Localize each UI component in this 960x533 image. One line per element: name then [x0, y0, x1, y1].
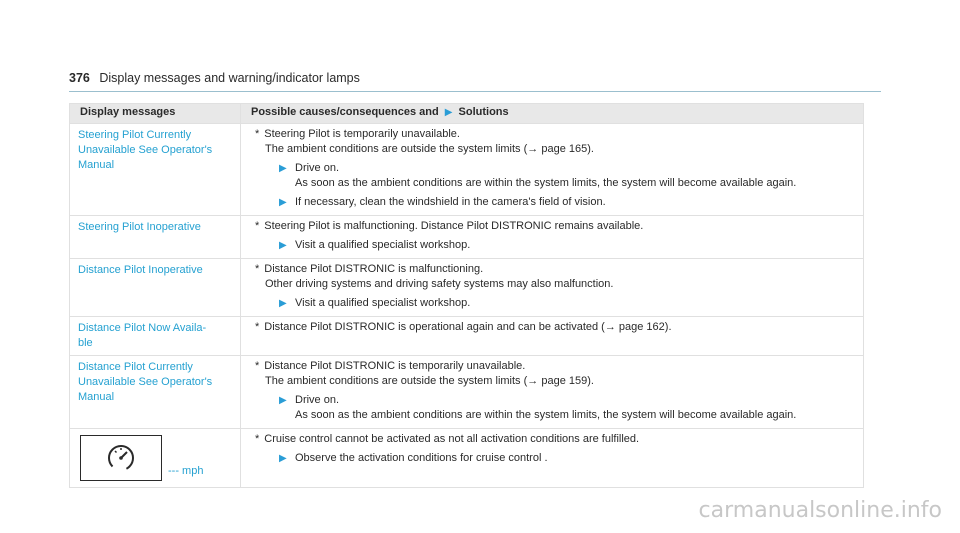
table-row	[70, 124, 864, 216]
cause-text: Distance Pilot DISTRONIC is temporarily unavailable.	[264, 360, 526, 372]
action-text: Drive on.	[295, 162, 340, 174]
cause-text: Distance Pilot DISTRONIC is operational again and can be activated (→ page 162).	[264, 321, 672, 333]
action-text: Drive on.	[295, 394, 340, 406]
message-text: Distance Pilot Now Availa- ble	[78, 322, 207, 349]
display-messages-table	[69, 103, 864, 488]
action-arrow-icon: ▶	[279, 298, 287, 309]
message-cell	[70, 317, 241, 356]
table-row	[70, 317, 864, 356]
message-cell	[70, 356, 241, 429]
col-header-display-messages: Display messages	[70, 104, 241, 124]
message-text: Distance Pilot Inoperative	[78, 264, 203, 276]
table-row	[70, 216, 864, 259]
action-detail-text: As soon as the ambient conditions are within the system limits, the system will become available again.	[295, 409, 797, 421]
bullet-icon: *	[255, 220, 260, 232]
table-row	[70, 259, 864, 317]
action-arrow-icon: ▶	[279, 453, 287, 464]
cause-text: Steering Pilot is malfunctioning. Distance Pilot DISTRONIC remains available.	[264, 220, 644, 232]
table-row	[70, 429, 864, 488]
description-cell	[241, 356, 864, 429]
message-text: Steering Pilot Inoperative	[78, 221, 201, 233]
bullet-icon: *	[255, 128, 260, 140]
action-arrow-icon: ▶	[279, 163, 287, 174]
message-cell	[70, 124, 241, 216]
action-item	[255, 296, 855, 311]
detail-text: The ambient conditions are outside the system limits (→ page 165).	[265, 143, 594, 155]
message-cell	[70, 259, 241, 317]
action-item	[255, 451, 855, 466]
message-cell	[70, 429, 241, 488]
speed-label: --- mph	[168, 465, 204, 477]
message-cell	[70, 216, 241, 259]
table-header-row	[70, 104, 864, 124]
bullet-icon: *	[255, 263, 260, 275]
description-cell	[241, 216, 864, 259]
bullet-icon: *	[255, 360, 260, 372]
message-text: Steering Pilot Currently Unavailable See Operator's Manual	[78, 129, 213, 171]
solutions-arrow-icon: ▶	[444, 107, 453, 118]
action-item	[255, 195, 855, 210]
description-cell	[241, 429, 864, 488]
bullet-icon: *	[255, 433, 260, 445]
page-section-title: Display messages and warning/indicator lamps	[99, 71, 360, 85]
action-arrow-icon: ▶	[279, 197, 287, 208]
action-detail-text: As soon as the ambient conditions are within the system limits, the system will become available again.	[295, 177, 797, 189]
watermark: carmanualsonline.info	[698, 498, 942, 523]
action-text: Observe the activation conditions for cruise control .	[295, 452, 548, 464]
action-text: Visit a qualified specialist workshop.	[295, 239, 471, 251]
action-arrow-icon: ▶	[279, 395, 287, 406]
detail-text: The ambient conditions are outside the system limits (→ page 159).	[265, 375, 594, 387]
detail-text: Other driving systems and driving safety systems may also malfunction.	[265, 278, 614, 290]
col-header-causes-solutions: Possible causes/consequences and ▶ Solutions	[241, 104, 864, 124]
action-item	[255, 161, 855, 191]
description-cell	[241, 124, 864, 216]
page-number: 376	[69, 71, 90, 85]
message-text: Distance Pilot Currently Unavailable See Operator's Manual	[78, 361, 213, 403]
action-arrow-icon: ▶	[279, 240, 287, 251]
table-row	[70, 356, 864, 429]
action-text: If necessary, clean the windshield in the camera's field of vision.	[295, 196, 606, 208]
cause-text: Distance Pilot DISTRONIC is malfunctioning.	[264, 263, 484, 275]
description-cell	[241, 259, 864, 317]
action-item	[255, 238, 855, 253]
page-header	[69, 71, 881, 92]
bullet-icon: *	[255, 321, 260, 333]
description-cell	[241, 317, 864, 356]
speedometer-icon	[80, 435, 162, 481]
cause-text: Cruise control cannot be activated as not all activation conditions are fulfilled.	[264, 433, 640, 445]
cause-text: Steering Pilot is temporarily unavailable.	[264, 128, 460, 140]
action-item	[255, 393, 855, 423]
action-text: Visit a qualified specialist workshop.	[295, 297, 471, 309]
